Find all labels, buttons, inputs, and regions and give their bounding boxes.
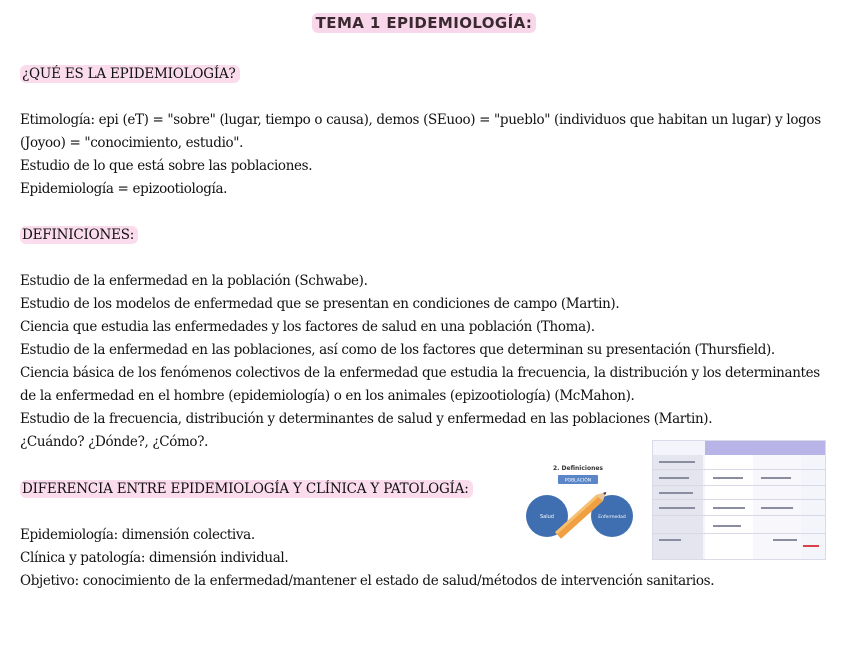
- page-title: [0, 14, 848, 32]
- text-line: Objetivo: conocimiento de la enfermedad/mantener el estado de salud/métodos de intervención sanitarios.: [20, 573, 715, 589]
- text-line: Epidemiología: dimensión colectiva.: [20, 527, 255, 543]
- text-line: (Joyoo) = "conocimiento, estudio".: [20, 135, 244, 151]
- section-heading-que-es: ¿QUÉ ES LA EPIDEMIOLOGÍA?: [20, 66, 240, 82]
- text-line: Estudio de los modelos de enfermedad que se presentan en condiciones de campo (Martin).: [20, 296, 620, 312]
- text-line: Epidemiología = epizootiología.: [20, 181, 228, 197]
- health-label: Salud: [540, 514, 554, 520]
- text-line: Estudio de la enfermedad en la población (Schwabe).: [20, 273, 368, 289]
- text-line: ¿Cuándo? ¿Dónde?, ¿Cómo?.: [20, 434, 209, 450]
- definitions-diagram: [520, 460, 640, 550]
- page-title-text: TEMA 1 EPIDEMIOLOGÍA:: [312, 13, 537, 33]
- text-line: de la enfermedad en el hombre (epidemiología) o en los animales (epizootiología) (McMahon).: [20, 388, 635, 404]
- text-line: Estudio de la enfermedad en las poblaciones, así como de los factores que determinan su presentación (Thursfield).: [20, 342, 775, 358]
- comparison-table-thumbnail: [652, 440, 826, 560]
- section-heading-definiciones: DEFINICIONES:: [20, 227, 138, 243]
- text-line: Ciencia que estudia las enfermedades y los factores de salud en una población (Thoma).: [20, 319, 595, 335]
- section-heading-diferencia: DIFERENCIA ENTRE EPIDEMIOLOGÍA Y CLÍNICA Y PATOLOGÍA:: [20, 481, 473, 497]
- diagram-title: 2. Definiciones: [552, 465, 604, 472]
- text-line: Etimología: epi (eT) = "sobre" (lugar, tiempo o causa), demos (SEuoo) = "pueblo" (individuos que habitan un lugar) y logos: [20, 112, 821, 128]
- population-label: POBLACIÓN: [564, 478, 592, 484]
- text-line: Clínica y patología: dimensión individual.: [20, 550, 289, 566]
- text-line: Estudio de la frecuencia, distribución y determinantes de salud y enfermedad en las poblaciones (Martin).: [20, 411, 713, 427]
- text-line: Estudio de lo que está sobre las poblaciones.: [20, 158, 313, 174]
- text-line: Ciencia básica de los fenómenos colectivos de la enfermedad que estudia la frecuencia, la distribución y los determinantes: [20, 365, 820, 381]
- disease-label: Enfermedad: [598, 515, 626, 520]
